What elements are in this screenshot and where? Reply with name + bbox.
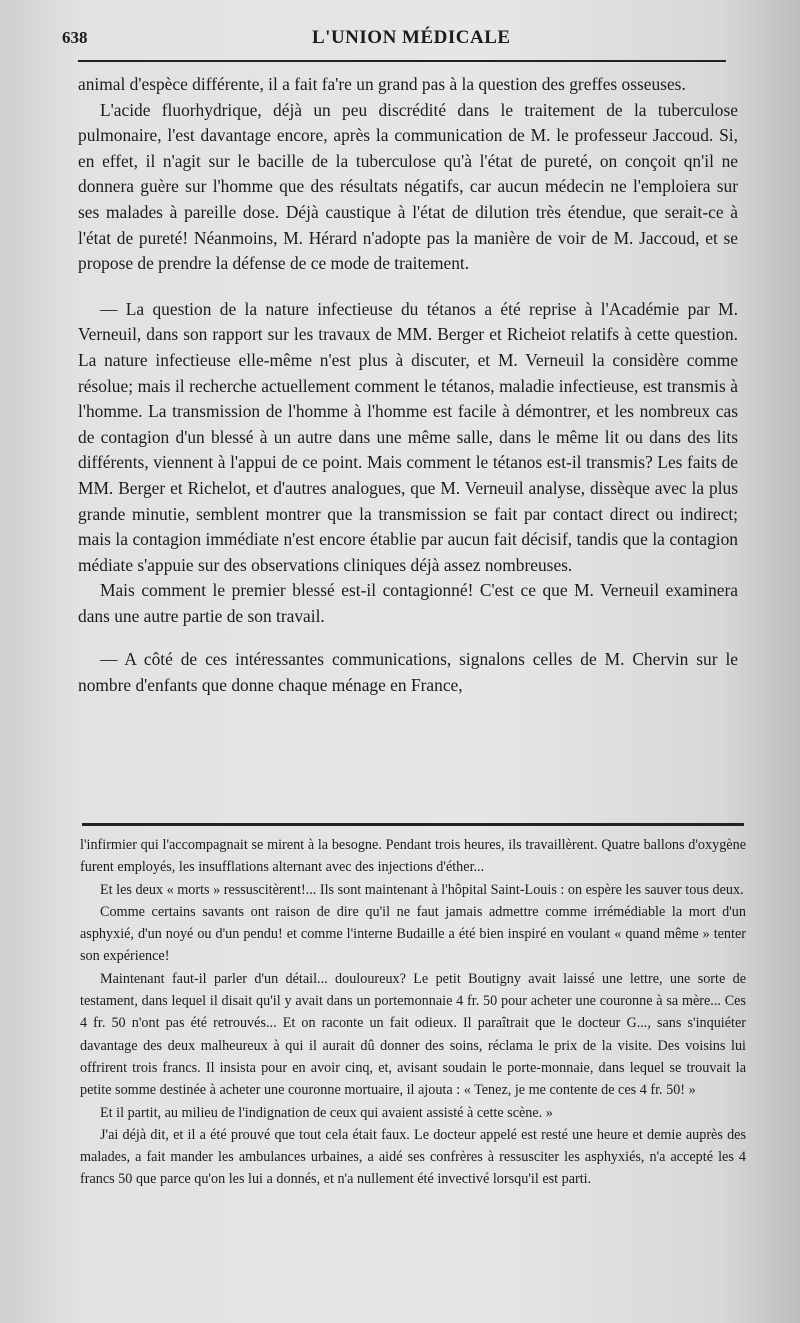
footnotes: [80, 834, 746, 1191]
page-header: [62, 22, 732, 52]
footnote-paragraph: J'ai déjà dit, et il a été prouvé que tout cela était faux. Le docteur appelé est resté une heure et demie auprès des malades, a fait mander les ambulances urbaines, a aidé ses confrères à ressusciter les asphyxiés, n'a accepté les 4 francs 50 que parce qu'on les lui a donnés, et n'a nullement été invectivé lorsqu'il est parti.: [80, 1126, 746, 1188]
footnote-paragraph: l'infirmier qui l'accompagnait se mirent à la besogne. Pendant trois heures, ils travaillèrent. Quatre ballons d'oxygène furent employés, les insufflations alternant avec des injections d'éther...: [80, 837, 746, 876]
footnote-paragraph: Et les deux « morts » ressuscitèrent!... Ils sont maintenant à l'hôpital Saint-Louis : on espère les sauver tous deux.: [100, 881, 744, 898]
section-gap: [78, 277, 738, 297]
paragraph: L'acide fluorhydrique, déjà un peu discrédité dans le traitement de la tuberculose pulmonaire, l'est davantage encore, après la communication de M. le professeur Jaccoud. Si, en effet, il n'agit sur le bacille de la tuberculose qu'à l'état de pureté, on conçoit qn'il ne donnera guère sur l'homme que des résultats négatifs, car aucun médecin ne l'emploiera sur ses malades à pareille dose. Déjà caustique à l'état de dilution très étendue, que serait-ce à l'état de pureté! Néanmoins, M. Hérard n'adopte pas la manière de voir de M. Jaccoud, et se propose de prendre la défense de ce mode de traitement.: [78, 99, 738, 274]
paragraph: animal d'espèce différente, il a fait fa're un grand pas à la question des greffes osseuses.: [78, 74, 686, 94]
footnote-rule: [82, 823, 744, 826]
footnote-paragraph: Comme certains savants ont raison de dire qu'il ne faut jamais admettre comme irrémédiable la mort d'un asphyxié, d'un noyé ou d'un pendu! et comme l'interne Budaille a été bien inspiré en voulant « quand même » tenter son expérience!: [80, 903, 746, 965]
main-text: [78, 72, 738, 699]
footnote-paragraph: Maintenant faut-il parler d'un détail... douloureux? Le petit Boutigny avait laissé une lettre, une sorte de testament, dans lequel il disait qu'il y avait dans un portemonnaie 4 fr. 50 pour acheter une couronne à sa mère... Ces 4 fr. 50 n'ont pas été retrouvés... Et on raconte un fait odieux. Il paraîtrait que le docteur G..., sans s'inquiéter davantage des deux malheureux à qui il aurait dû donner des soins, réclama le prix de la visite. Des voisins lui offrirent trois francs. Il insista pour en avoir cinq, et, avisant soudain le porte-monnaie, dans lequel se trouvait la petite somme destinée à acheter une couronne mortuaire, il ajouta : « Tenez, je me contente de ces 4 fr. 50! »: [80, 970, 746, 1099]
footnote-paragraph: Et il partit, au milieu de l'indignation de ceux qui avaient assisté à cette scène. »: [100, 1104, 553, 1121]
running-title: L'UNION MÉDICALE: [312, 27, 511, 48]
header-rule: [78, 60, 726, 62]
page-number: 638: [62, 28, 88, 47]
paragraph: — La question de la nature infectieuse du tétanos a été reprise à l'Académie par M. Verneuil, dans son rapport sur les travaux de MM. Berger et Richeiot relatifs à cette question. La nature infectieuse elle-même n'est plus à discuter, et M. Verneuil la considère comme résolue; mais il recherche actuellement comment le tétanos, maladie infectieuse, est transmis à l'homme. La transmission de l'homme à l'homme est facile à démontrer, et les nombreux cas de contagion d'un blessé à un autre dans une même salle, dans le même lit ou dans des lits différents, viennent à l'appui de ce point. Mais comment le tétanos est-il transmis? Les faits de MM. Berger et Richelot, et d'autres analogues, que M. Verneuil analyse, dissèque avec la plus grande minutie, semblent montrer que la transmission se fait par contact direct ou indirect; mais la contagion immédiate n'est encore établie par aucun fait décisif, tandis que la contagion médiate s'appuie sur des observations cliniques déjà assez nombreuses.: [78, 298, 738, 575]
section-gap: [78, 629, 738, 647]
paragraph: Mais comment le premier blessé est-il contagionné! C'est ce que M. Verneuil examinera dans une autre partie de son travail.: [78, 580, 738, 626]
paragraph: — A côté de ces intéressantes communications, signalons celles de M. Chervin sur le nombre d'enfants que donne chaque ménage en France,: [78, 649, 738, 696]
